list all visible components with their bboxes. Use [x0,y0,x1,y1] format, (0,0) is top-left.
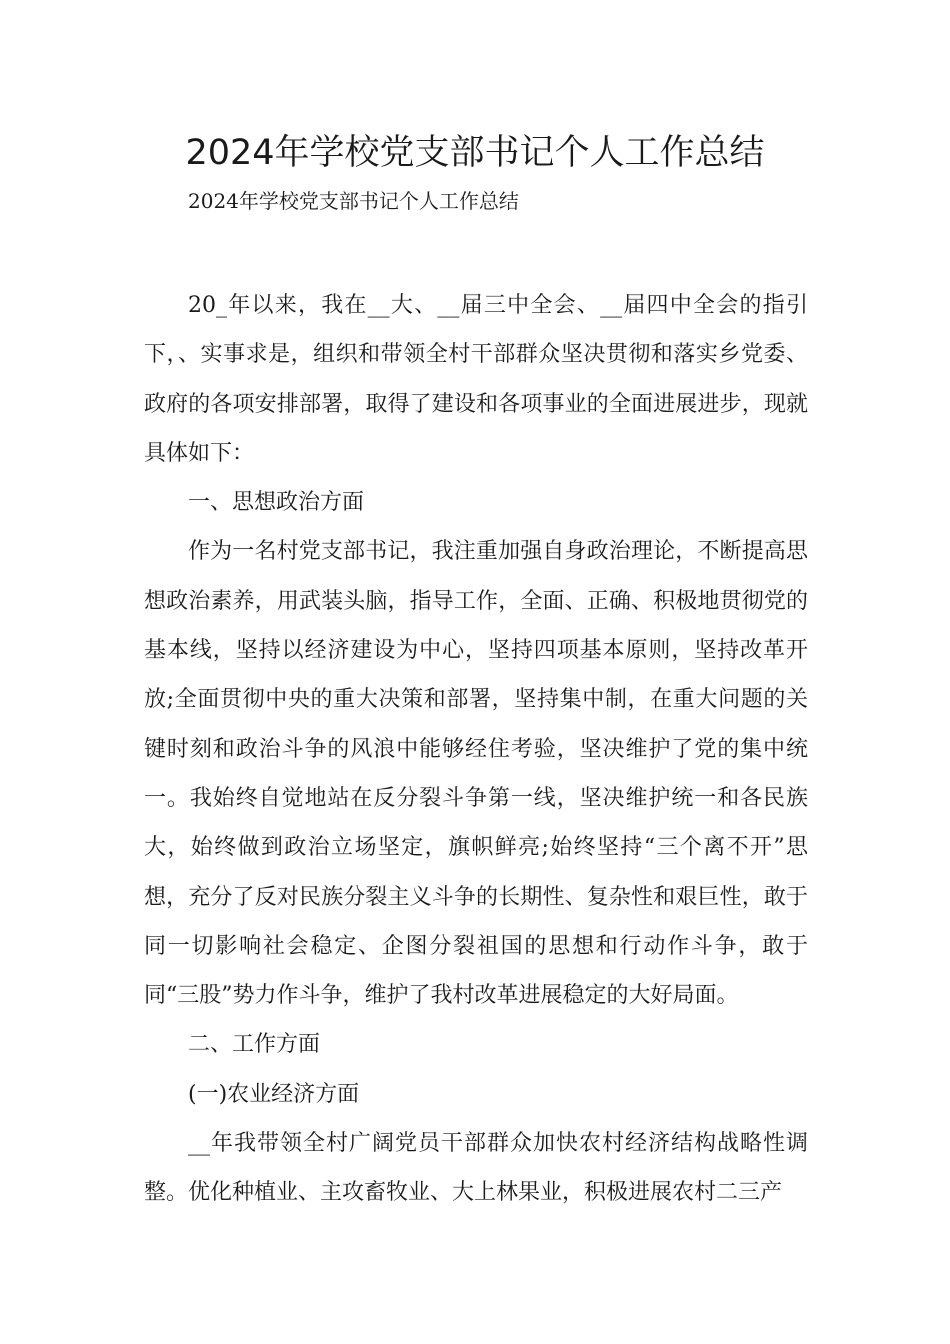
paragraph-political: 作为一名村党支部书记，我注重加强自身政治理论，不断提高思想政治素养，用武装头脑，指导工作，全面、正确、积极地贯彻党的基本线，坚持以经济建设为中心，坚持四项基本原则，坚持改革开放;全面贯彻中央的重大决策和部署，坚持集中制，在重大问题的关键时刻和政治斗争的风浪中能够经住考验，坚决维护了党的集中统一。我始终自觉地站在反分裂斗争第一线，坚决维护统一和各民族大，始终做到政治立场坚定，旗帜鲜亮;始终坚持“三个离不开”思想，充分了反对民族分裂主义斗争的长期性、复杂性和艰巨性，敢于同一切影响社会稳定、企图分裂祖国的思想和行动作斗争，敢于同“三股”势力作斗争，维护了我村改革进展稳定的大好局面。 [144,539,808,1009]
paragraph-intro: 20_年以来，我在__大、__届三中全会、__届四中全会的指引下，、实事求是，组织和带领全村干部群众坚决贯彻和落实乡党委、政府的各项安排部署，取得了建设和各项事业的全面进展进步，现就具体如下： [144,293,808,466]
document-body [144,281,808,1218]
subsection-heading-agriculture: (一)农业经济方面 [188,1081,360,1107]
section-heading-political: 一、思想政治方面 [188,490,365,516]
paragraph-agriculture: __年我带领全村广阔党员干部群众加快农村经济结构战略性调整。优化种植业、主攻畜牧业、大上林果业，积极进展农村二三产 [144,1131,808,1206]
document-title: 2024年学校党支部书记个人工作总结 [185,133,765,173]
section-heading-work: 二、工作方面 [188,1032,321,1058]
document-subtitle: 2024年学校党支部书记个人工作总结 [188,189,519,213]
